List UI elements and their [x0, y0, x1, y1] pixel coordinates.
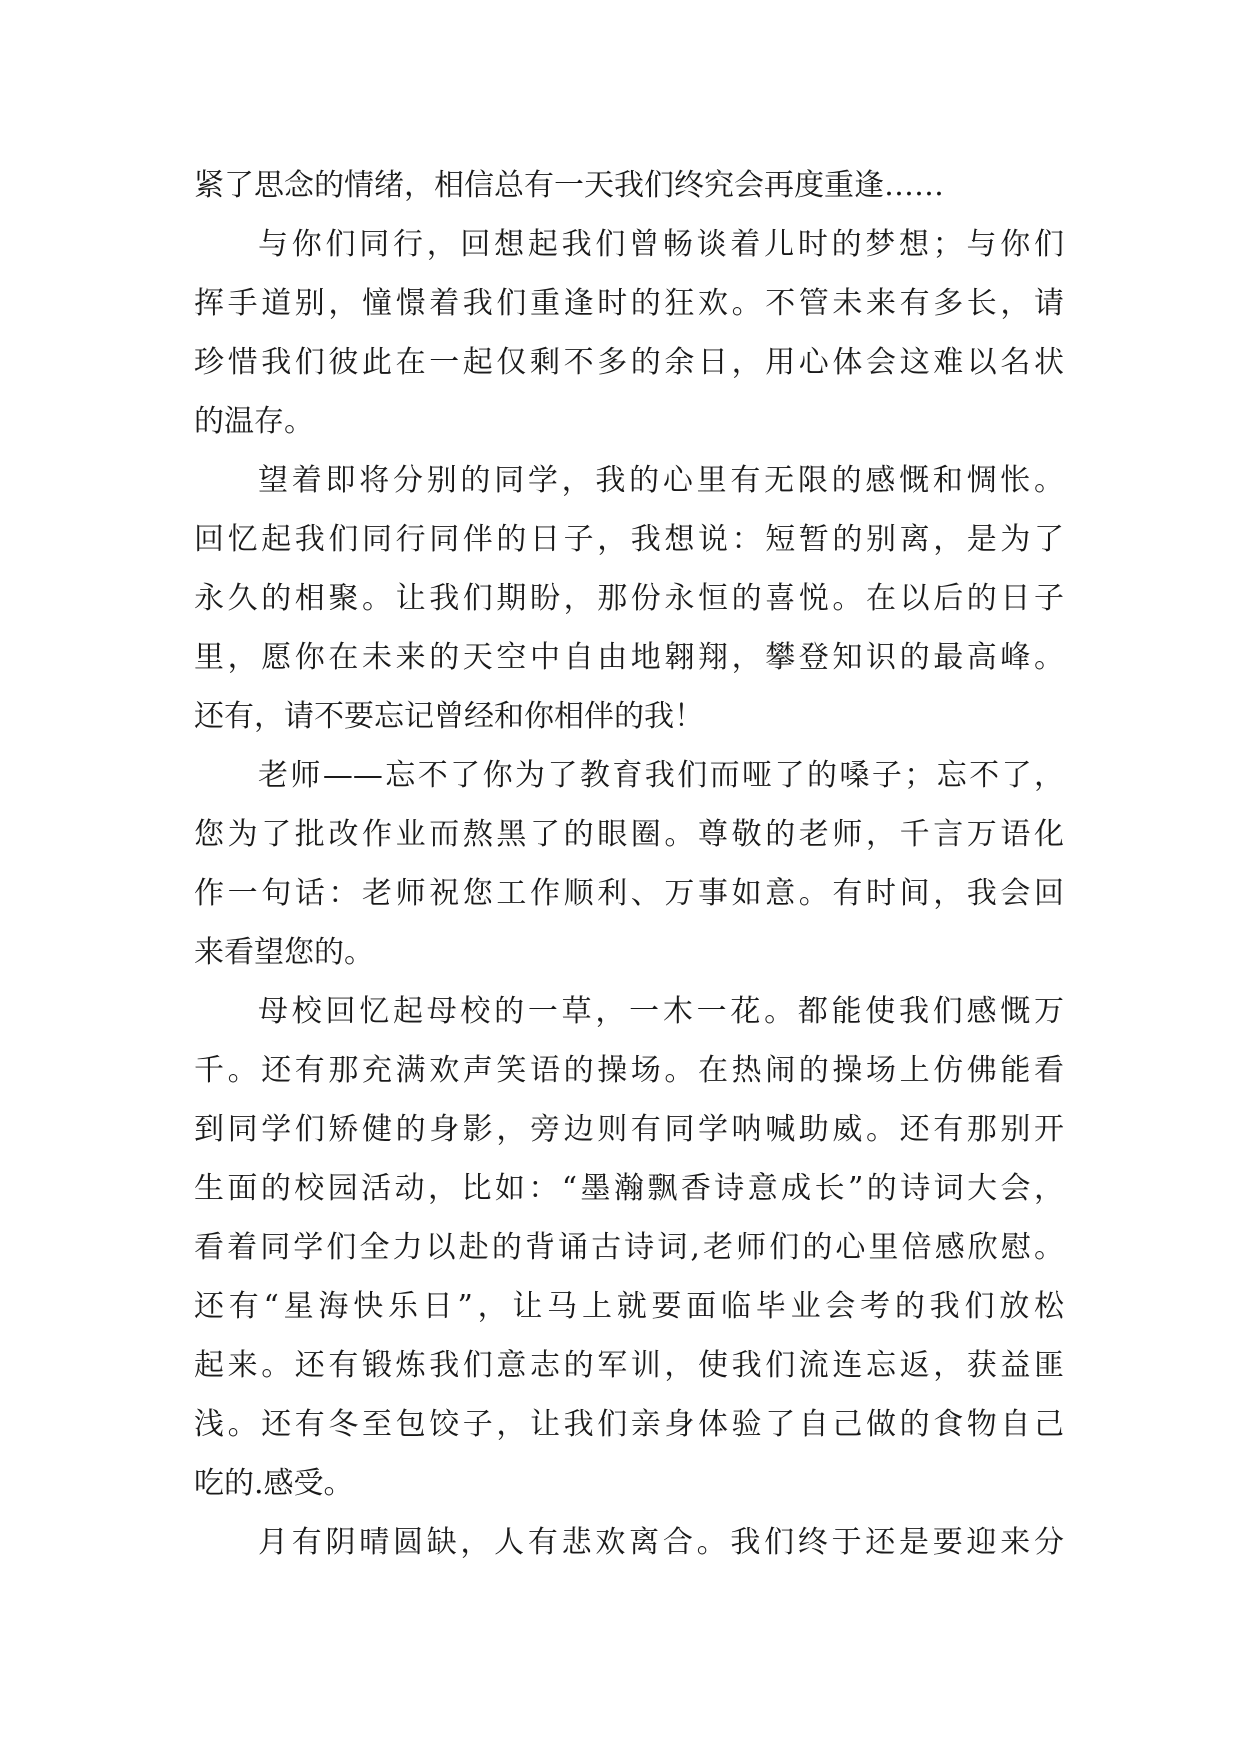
text-line-content: 看着同学们全力以赴的背诵古诗词,老师们的心里倍感欣慰。 [194, 1229, 1064, 1265]
text-line-content: 月有阴晴圆缺，人有悲欢离合。我们终于还是要迎来分 [258, 1524, 1064, 1560]
text-line-content: 紧了思念的情绪，相信总有一天我们终究会再度重逢…… [194, 167, 944, 203]
text-line [194, 1100, 1064, 1159]
text-line-content: 望着即将分别的同学，我的心里有无限的感慨和惆怅。 [258, 462, 1064, 498]
text-line-content: 老师——忘不了你为了教育我们而哑了的嗓子；忘不了， [258, 757, 1064, 793]
text-line [194, 687, 1064, 746]
text-line-content: 吃的.感受。 [194, 1465, 354, 1501]
text-line [194, 156, 1064, 215]
text-line-content: 母校回忆起母校的一草，一木一花。都能使我们感慨万 [258, 993, 1064, 1029]
body-text [194, 156, 1064, 1572]
text-line [194, 1336, 1064, 1395]
text-line-content: 您为了批改作业而熬黑了的眼圈。尊敬的老师，千言万语化 [194, 816, 1064, 852]
text-line [194, 333, 1064, 392]
text-line [194, 805, 1064, 864]
text-line [194, 569, 1064, 628]
text-line [194, 1513, 1064, 1572]
text-line-content: 永久的相聚。让我们期盼，那份永恒的喜悦。在以后的日子 [194, 580, 1064, 616]
text-line [194, 1159, 1064, 1218]
text-line [194, 628, 1064, 687]
text-line [194, 746, 1064, 805]
text-line-content: 起来。还有锻炼我们意志的军训，使我们流连忘返，获益匪 [194, 1347, 1064, 1383]
text-line-content: 浅。还有冬至包饺子，让我们亲身体验了自己做的食物自己 [194, 1406, 1064, 1442]
text-line-content: 与你们同行，回想起我们曾畅谈着儿时的梦想；与你们 [258, 226, 1064, 262]
text-line [194, 451, 1064, 510]
text-line [194, 1454, 1064, 1513]
text-line-content: 千。还有那充满欢声笑语的操场。在热闹的操场上仿佛能看 [194, 1052, 1064, 1088]
text-line-content: 还有，请不要忘记曾经和你相伴的我！ [194, 698, 704, 734]
text-line [194, 1277, 1064, 1336]
text-line [194, 1218, 1064, 1277]
text-line [194, 215, 1064, 274]
text-line [194, 392, 1064, 451]
text-line-content: 挥手道别，憧憬着我们重逢时的狂欢。不管未来有多长，请 [194, 285, 1064, 321]
text-line-content: 还有“星海快乐日”，让马上就要面临毕业会考的我们放松 [194, 1288, 1064, 1324]
text-line-content: 生面的校园活动，比如：“墨瀚飘香诗意成长”的诗词大会， [194, 1170, 1064, 1206]
text-line-content: 到同学们矫健的身影，旁边则有同学呐喊助威。还有那别开 [194, 1111, 1064, 1147]
text-line-content: 作一句话：老师祝您工作顺利、万事如意。有时间，我会回 [194, 875, 1064, 911]
text-line [194, 864, 1064, 923]
text-line [194, 1041, 1064, 1100]
text-line-content: 回忆起我们同行同伴的日子，我想说：短暂的别离，是为了 [194, 521, 1064, 557]
text-line-content: 来看望您的。 [194, 934, 374, 970]
text-line [194, 510, 1064, 569]
text-line [194, 1395, 1064, 1454]
text-line-content: 的温存。 [194, 403, 314, 439]
text-line [194, 982, 1064, 1041]
text-line-content: 里，愿你在未来的天空中自由地翱翔，攀登知识的最高峰。 [194, 639, 1064, 675]
text-line [194, 923, 1064, 982]
text-line [194, 274, 1064, 333]
text-line-content: 珍惜我们彼此在一起仅剩不多的余日，用心体会这难以名状 [194, 344, 1064, 380]
